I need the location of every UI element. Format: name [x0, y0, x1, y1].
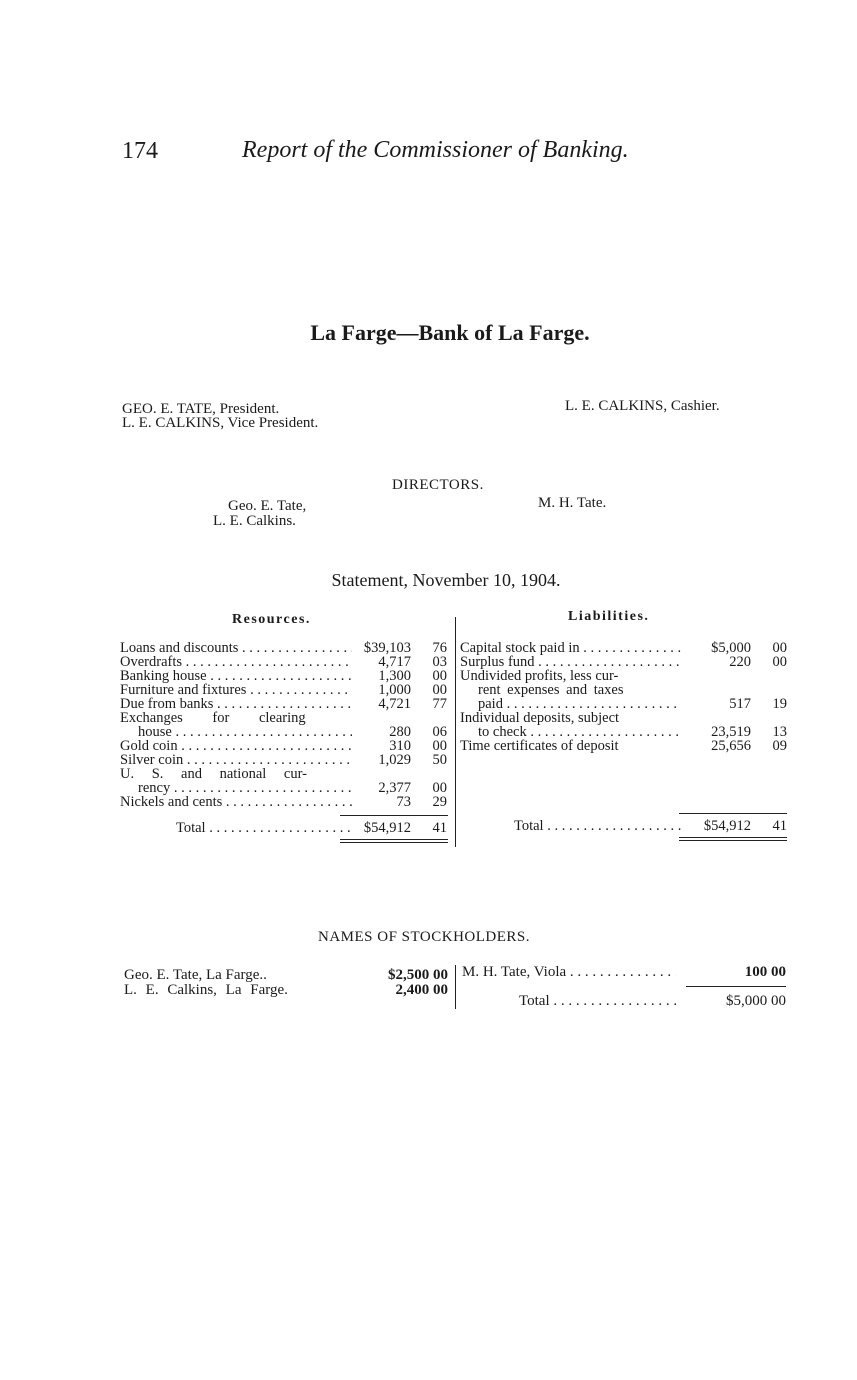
bank-title: La Farge—Bank of La Farge.	[310, 320, 590, 345]
resource-label: Exchanges for clearing	[120, 711, 306, 725]
stockholder-row	[124, 982, 448, 998]
resource-dollars: 280	[389, 724, 411, 740]
stockholders-total-amount: $5,000 00	[726, 993, 786, 1009]
resource-cents: 00	[432, 780, 447, 796]
resource-dollars: 4,717	[378, 654, 411, 670]
resource-label: Silver coin . . .	[120, 753, 352, 767]
resource-line	[120, 767, 447, 781]
directors-heading: DIRECTORS.	[392, 477, 484, 493]
stockholder-name: Geo. E. Tate, La Farge..	[124, 967, 267, 983]
liability-label: to check . . .	[478, 725, 681, 739]
stockholder-name: L. E. Calkins, La Farge.	[124, 982, 288, 998]
resources-list	[120, 641, 447, 809]
liability-line	[460, 669, 787, 683]
resource-line	[120, 739, 447, 753]
resources-heading: Resources.	[232, 612, 311, 627]
resource-dollars: $39,103	[363, 640, 411, 656]
stockholder-name: M. H. Tate, Viola . . .	[462, 964, 676, 980]
resource-line	[120, 683, 447, 697]
resource-dollars: 4,721	[378, 696, 411, 712]
liability-label: paid . . .	[478, 697, 681, 711]
resource-label: rency . . .	[138, 781, 352, 795]
resource-label: Banking house . . .	[120, 669, 352, 683]
resource-line	[120, 781, 447, 795]
liability-dollars: 23,519	[711, 724, 751, 740]
resources-total-line	[120, 821, 447, 835]
resources-total-dollars: $54,912	[363, 820, 411, 836]
liability-dollars: 25,656	[711, 738, 751, 754]
liabilities-total-double-rule	[679, 837, 787, 841]
resource-label: Overdrafts . . .	[120, 655, 352, 669]
resource-label: Loans and discounts . . .	[120, 641, 352, 655]
stockholder-amount: $2,500 00	[388, 967, 448, 983]
liability-cents: 09	[772, 738, 787, 754]
resource-label: Gold coin . . .	[120, 739, 352, 753]
resource-label: Due from banks . . .	[120, 697, 352, 711]
liability-line	[460, 725, 787, 739]
resource-line	[120, 655, 447, 669]
resource-cents: 00	[432, 682, 447, 698]
resource-line	[120, 795, 447, 809]
stockholder-amount: 100 00	[744, 964, 786, 980]
resources-total-cents: 41	[432, 820, 447, 836]
liability-cents: 00	[772, 654, 787, 670]
resource-label: Nickels and cents . . .	[120, 795, 352, 809]
resource-line	[120, 697, 447, 711]
liability-label: Individual deposits, subject	[460, 711, 620, 725]
liability-line	[460, 697, 787, 711]
running-head: Report of the Commissioner of Banking.	[242, 137, 629, 163]
liability-label: Capital stock paid in . . .	[460, 641, 681, 655]
resource-line	[120, 753, 447, 767]
resource-cents: 06	[432, 724, 447, 740]
liability-line	[460, 641, 787, 655]
resource-dollars: 310	[389, 738, 411, 754]
liability-label: Surplus fund . . .	[460, 655, 681, 669]
resource-dollars: 1,300	[378, 668, 411, 684]
liability-dollars: 517	[729, 696, 751, 712]
liabilities-total-dollars: $54,912	[703, 818, 751, 834]
liability-dollars: $5,000	[711, 640, 751, 656]
liability-label: rent expenses and taxes	[478, 683, 624, 697]
stockholders-total-row	[462, 993, 786, 1009]
liability-dollars: 220	[729, 654, 751, 670]
resource-dollars: 1,000	[378, 682, 411, 698]
liability-label: Time certificates of deposit	[460, 739, 619, 753]
resource-label: Furniture and fixtures . . .	[120, 683, 352, 697]
resource-cents: 77	[432, 696, 447, 712]
resource-cents: 29	[432, 794, 447, 810]
resource-line	[120, 669, 447, 683]
director-name: L. E. Calkins.	[213, 513, 296, 529]
resource-cents: 00	[432, 668, 447, 684]
resource-line	[120, 641, 447, 655]
resource-line	[120, 725, 447, 739]
resource-dollars: 1,029	[378, 752, 411, 768]
liability-cents: 00	[772, 640, 787, 656]
liability-line	[460, 711, 787, 725]
resources-total	[120, 821, 447, 835]
stockholders-total-label: Total . . .	[519, 993, 676, 1009]
liability-line	[460, 683, 787, 697]
column-divider	[455, 617, 456, 847]
stockholder-amount: 2,400 00	[395, 982, 448, 998]
director-name: M. H. Tate.	[538, 495, 607, 511]
resources-total-double-rule	[340, 839, 448, 843]
resources-total-label: Total . . .	[176, 821, 352, 835]
resource-cents: 50	[432, 752, 447, 768]
resource-dollars: 73	[396, 794, 411, 810]
officer-vice-president: L. E. CALKINS, Vice President.	[122, 415, 319, 431]
resources-total-rule	[340, 815, 448, 816]
liability-label: Undivided profits, less cur-	[460, 669, 619, 683]
stockholders-divider	[455, 965, 456, 1009]
liabilities-total-rule	[679, 813, 787, 814]
liability-cents: 19	[772, 696, 787, 712]
liabilities-total-label: Total . . .	[514, 819, 681, 833]
statement-date: Statement, November 10, 1904.	[331, 570, 561, 590]
resource-cents: 03	[432, 654, 447, 670]
resource-line	[120, 711, 447, 725]
resource-dollars: 2,377	[378, 780, 411, 796]
director-name: Geo. E. Tate,	[228, 498, 307, 514]
liabilities-list	[460, 641, 787, 753]
stockholder-row	[124, 967, 448, 983]
liabilities-heading: Liabilities.	[568, 609, 650, 624]
page-number: 174	[122, 138, 158, 164]
liabilities-total-cents: 41	[772, 818, 787, 834]
liability-cents: 13	[772, 724, 787, 740]
liabilities-total-line	[460, 819, 787, 833]
liability-line	[460, 655, 787, 669]
stockholders-heading: NAMES OF STOCKHOLDERS.	[318, 929, 531, 945]
liabilities-total	[460, 819, 787, 833]
resource-cents: 00	[432, 738, 447, 754]
stockholders-total-rule	[686, 986, 786, 987]
officer-cashier: L. E. CALKINS, Cashier.	[565, 398, 720, 414]
officer-president: GEO. E. TATE, President.	[122, 401, 280, 417]
stockholder-row	[462, 964, 786, 980]
liability-line	[460, 739, 787, 753]
resource-label: U. S. and national cur-	[120, 767, 307, 781]
resource-label: house . . .	[138, 725, 352, 739]
resource-cents: 76	[432, 640, 447, 656]
